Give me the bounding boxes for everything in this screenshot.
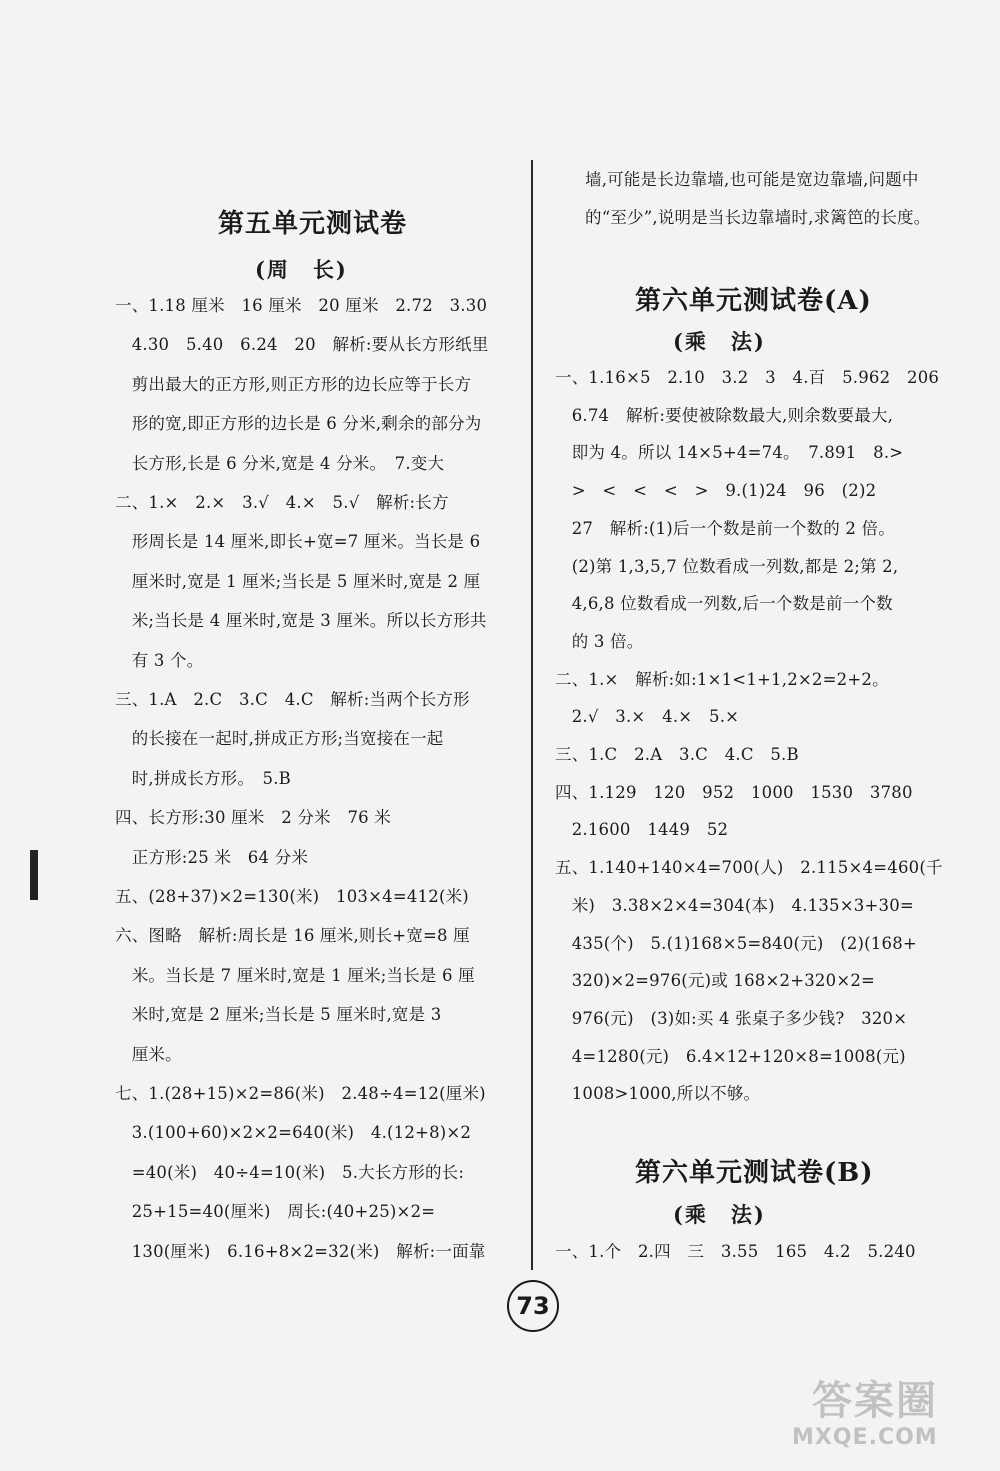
unit6a-line: 27 解析:(1)后一个数是前一个数的 2 倍。 bbox=[555, 518, 895, 538]
unit5-line: 3.(100+60)×2×2=640(米) 4.(12+8)×2 bbox=[115, 1123, 472, 1143]
unit5-line: 长方形,长是 6 分米,宽是 4 分米。 7.变大 bbox=[115, 453, 445, 473]
unit5-line: 五、(28+37)×2=130(米) 103×4=412(米) bbox=[115, 887, 469, 906]
unit5-line: 形的宽,即正方形的边长是 6 分米,剩余的部分为 bbox=[115, 414, 482, 434]
unit6b-subheading: (乘 法) bbox=[673, 1202, 766, 1227]
unit6a-line: 米) 3.38×2×4=304(本) 4.135×3+30= bbox=[555, 895, 914, 915]
unit5-subheading: (周 长) bbox=[255, 257, 348, 282]
unit6a-line: 四、1.129 120 952 1000 1530 3780 bbox=[555, 782, 913, 802]
unit6a-line: 4,6,8 位数看成一列数,后一个数是前一个数 bbox=[555, 594, 893, 614]
unit6a-line: > < < < > 9.(1)24 96 (2)2 bbox=[555, 481, 877, 501]
unit6a-line: 2.1600 1449 52 bbox=[555, 820, 729, 840]
unit5-line: 二、1.× 2.× 3.√ 4.× 5.√ 解析:长方 bbox=[115, 493, 449, 512]
unit5-line: 形周长是 14 厘米,即长+宽=7 厘米。当长是 6 bbox=[115, 532, 481, 552]
unit5-line: =40(米) 40÷4=10(米) 5.大长方形的长: bbox=[115, 1162, 465, 1182]
unit6a-line: 976(元) (3)如:买 4 张桌子多少钱? 320× bbox=[555, 1008, 908, 1028]
unit5-line: 有 3 个。 bbox=[115, 650, 204, 670]
unit6a-line: 2.√ 3.× 4.× 5.× bbox=[555, 707, 740, 727]
unit5-line: 一、1.18 厘米 16 厘米 20 厘米 2.72 3.30 bbox=[115, 296, 488, 315]
scan-mark bbox=[30, 850, 38, 900]
unit5-line: 三、1.A 2.C 3.C 4.C 解析:当两个长方形 bbox=[115, 690, 470, 709]
unit6a-line: (2)第 1,3,5,7 位数看成一列数,都是 2;第 2, bbox=[555, 556, 899, 576]
unit5-line: 厘米时,宽是 1 厘米;当长是 5 厘米时,宽是 2 厘 bbox=[115, 571, 481, 591]
unit5-line: 4.30 5.40 6.24 20 解析:要从长方形纸里 bbox=[115, 335, 489, 355]
unit6a-line: 三、1.C 2.A 3.C 4.C 5.B bbox=[555, 745, 799, 764]
unit5-line: 米;当长是 4 厘米时,宽是 3 厘米。所以长方形共 bbox=[115, 611, 487, 631]
continuation-line: 的“至少”,说明是当长边靠墙时,求篱笆的长度。 bbox=[585, 208, 931, 227]
unit6a-line: 一、1.16×5 2.10 3.2 3 4.百 5.962 206 bbox=[555, 368, 940, 387]
unit5-line: 七、1.(28+15)×2=86(米) 2.48÷4=12(厘米) bbox=[115, 1084, 486, 1103]
unit5-line: 25+15=40(厘米) 周长:(40+25)×2= bbox=[115, 1202, 436, 1222]
unit5-line: 时,拼成长方形。 5.B bbox=[115, 768, 291, 788]
unit6a-heading: 第六单元测试卷(A) bbox=[635, 286, 872, 316]
unit5-line: 四、长方形:30 厘米 2 分米 76 米 bbox=[115, 808, 391, 828]
unit5-heading: 第五单元测试卷 bbox=[218, 209, 408, 239]
unit6a-line: 320)×2=976(元)或 168×2+320×2= bbox=[555, 971, 876, 991]
continuation-line: 墙,可能是长边靠墙,也可能是宽边靠墙,问题中 bbox=[585, 170, 919, 189]
unit6a-line: 4=1280(元) 6.4×12+120×8=1008(元) bbox=[555, 1046, 906, 1066]
unit5-line: 米。当长是 7 厘米时,宽是 1 厘米;当长是 6 厘 bbox=[115, 965, 475, 985]
unit5-line: 六、图略 解析:周长是 16 厘米,则长+宽=8 厘 bbox=[115, 926, 470, 946]
unit6b-line: 一、1.个 2.四 三 3.55 165 4.2 5.240 bbox=[555, 1242, 916, 1261]
unit6a-line: 二、1.× 解析:如:1×1<1+1,2×2=2+2。 bbox=[555, 669, 889, 689]
unit5-line: 剪出最大的正方形,则正方形的边长应等于长方 bbox=[115, 374, 472, 394]
watermark-url: MXQE.COM bbox=[792, 1425, 938, 1450]
unit5-line: 的长接在一起时,拼成正方形;当宽接在一起 bbox=[115, 729, 444, 749]
unit6a-line: 1008>1000,所以不够。 bbox=[555, 1084, 761, 1104]
unit6a-line: 五、1.140+140×4=700(人) 2.115×4=460(千 bbox=[555, 858, 943, 878]
unit6a-line: 6.74 解析:要使被除数最大,则余数要最大, bbox=[555, 405, 894, 425]
watermark-text: 答案圈 bbox=[812, 1378, 938, 1424]
unit5-line: 米时,宽是 2 厘米;当长是 5 厘米时,宽是 3 bbox=[115, 1005, 442, 1025]
unit6a-subheading: (乘 法) bbox=[673, 329, 766, 354]
column-divider bbox=[531, 160, 533, 1270]
watermark-logo bbox=[752, 1369, 982, 1459]
unit5-line: 厘米。 bbox=[115, 1044, 182, 1064]
unit6b-heading: 第六单元测试卷(B) bbox=[635, 1158, 874, 1188]
unit6a-line: 即为 4。所以 14×5+4=74。 7.891 8.> bbox=[555, 443, 904, 463]
unit6a-line: 的 3 倍。 bbox=[555, 631, 644, 651]
unit5-line: 130(厘米) 6.16+8×2=32(米) 解析:一面靠 bbox=[115, 1241, 486, 1261]
unit5-line: 正方形:25 米 64 分米 bbox=[115, 847, 309, 867]
page-number: 73 bbox=[507, 1280, 559, 1332]
unit6a-line: 435(个) 5.(1)168×5=840(元) (2)(168+ bbox=[555, 933, 917, 953]
